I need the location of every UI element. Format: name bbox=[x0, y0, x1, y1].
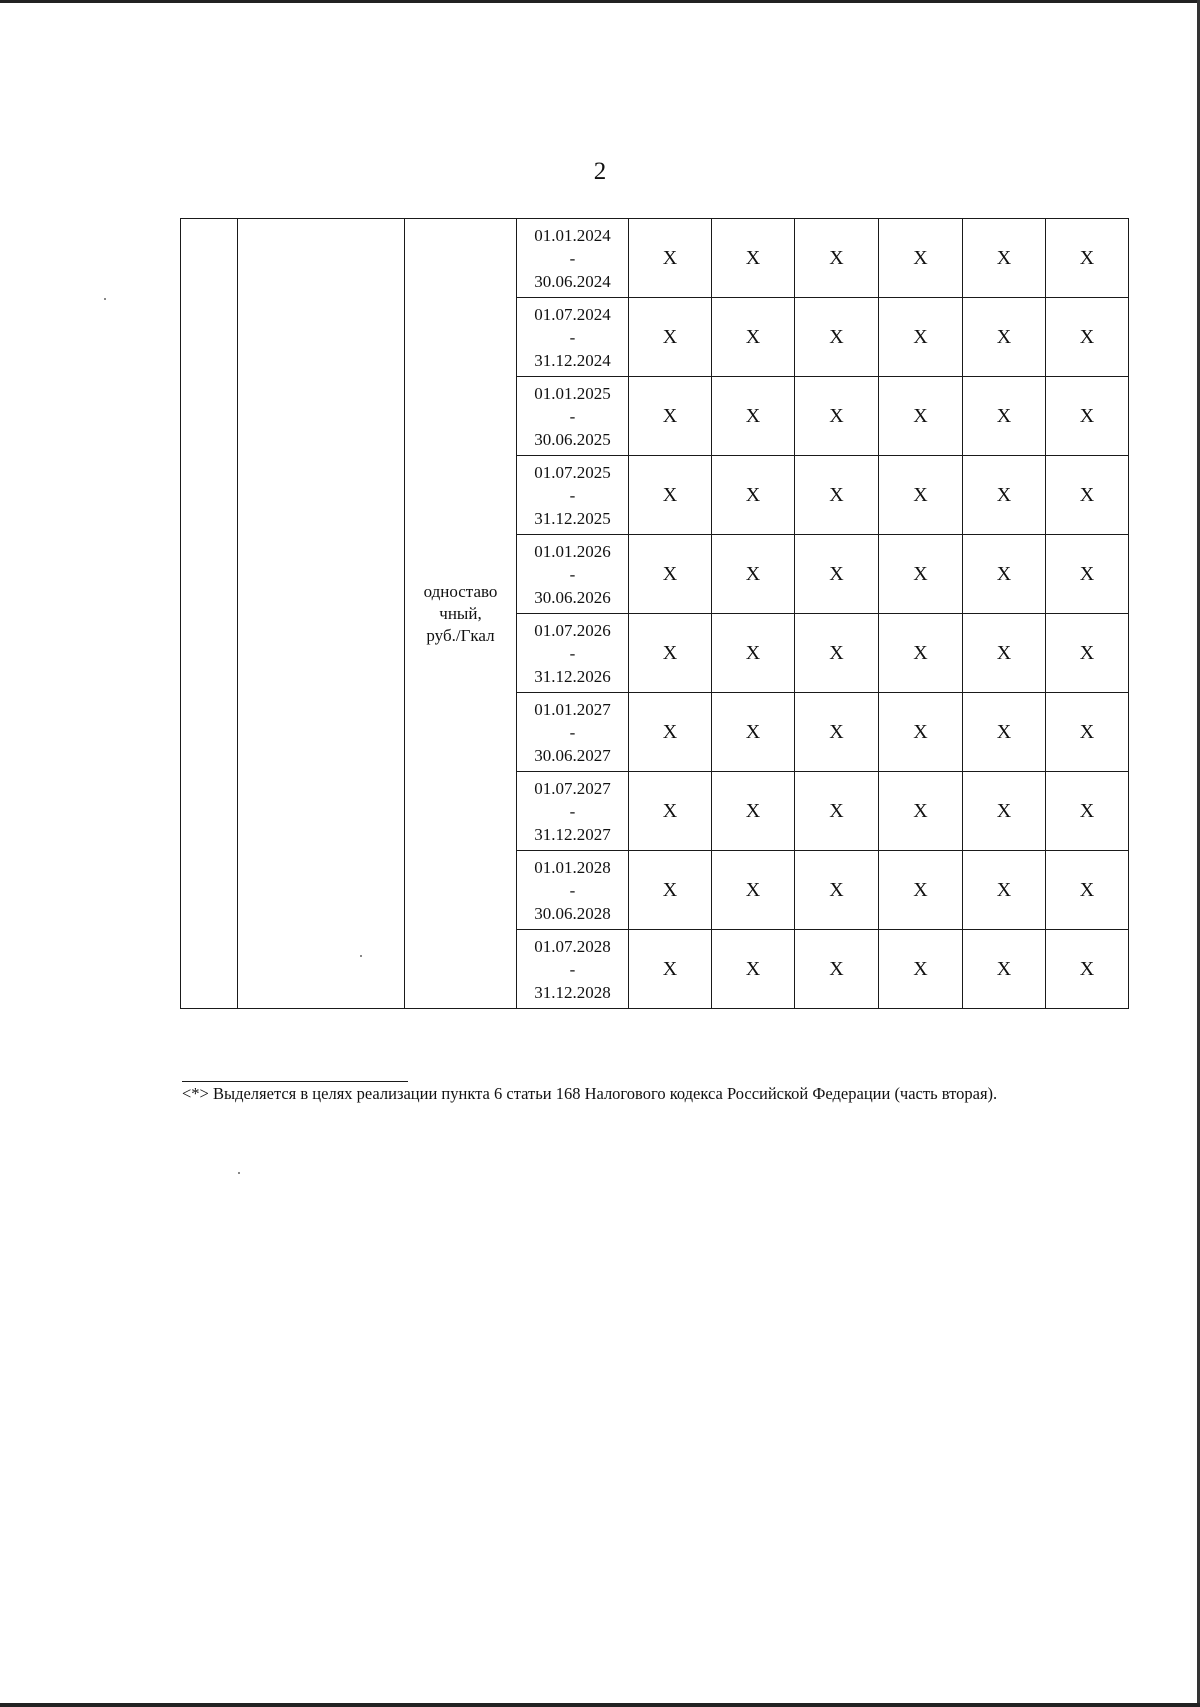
value-cell: X bbox=[1046, 219, 1129, 298]
value-cell: X bbox=[963, 219, 1046, 298]
period-dash: - bbox=[569, 959, 576, 979]
period-dash: - bbox=[569, 643, 576, 663]
value-cell: X bbox=[963, 456, 1046, 535]
value-cell: X bbox=[629, 456, 712, 535]
scan-speck bbox=[238, 1172, 240, 1174]
value-cell: X bbox=[629, 614, 712, 693]
value-cell: X bbox=[963, 535, 1046, 614]
value-cell: X bbox=[1046, 930, 1129, 1009]
value-cell: X bbox=[963, 851, 1046, 930]
value-cell: X bbox=[963, 772, 1046, 851]
value-cell: X bbox=[879, 298, 963, 377]
period-end: 30.06.2027 bbox=[534, 745, 611, 765]
period-start: 01.01.2027 bbox=[534, 699, 611, 719]
value-cell: X bbox=[963, 614, 1046, 693]
period-cell bbox=[517, 614, 629, 693]
period-dash: - bbox=[569, 485, 576, 505]
value-cell: X bbox=[963, 298, 1046, 377]
value-cell: X bbox=[879, 614, 963, 693]
value-cell: X bbox=[1046, 614, 1129, 693]
period-cell bbox=[517, 535, 629, 614]
value-cell: X bbox=[795, 377, 879, 456]
value-cell: X bbox=[629, 377, 712, 456]
period-end: 30.06.2025 bbox=[534, 429, 611, 449]
period-start: 01.07.2024 bbox=[534, 304, 611, 324]
value-cell: X bbox=[629, 772, 712, 851]
period-start: 01.07.2027 bbox=[534, 778, 611, 798]
value-cell: X bbox=[629, 298, 712, 377]
tariff-type-cell bbox=[405, 219, 517, 1009]
value-cell: X bbox=[712, 693, 795, 772]
value-cell: X bbox=[712, 930, 795, 1009]
footnote-text: <*> Выделяется в целях реализации пункта 6 статьи 168 Налогового кодекса Российской Федерации (часть вторая). bbox=[182, 1084, 998, 1103]
value-cell: X bbox=[1046, 772, 1129, 851]
period-end: 31.12.2028 bbox=[534, 982, 611, 1002]
period-cell bbox=[517, 298, 629, 377]
period-dash: - bbox=[569, 801, 576, 821]
tariff-type-line: чный, bbox=[439, 603, 482, 623]
value-cell: X bbox=[629, 693, 712, 772]
value-cell: X bbox=[1046, 377, 1129, 456]
value-cell: X bbox=[712, 614, 795, 693]
period-cell bbox=[517, 377, 629, 456]
empty-name-cell bbox=[238, 219, 405, 1009]
value-cell: X bbox=[1046, 298, 1129, 377]
value-cell: X bbox=[712, 772, 795, 851]
period-dash: - bbox=[569, 722, 576, 742]
value-cell: X bbox=[712, 851, 795, 930]
value-cell: X bbox=[795, 693, 879, 772]
period-end: 30.06.2024 bbox=[534, 271, 611, 291]
value-cell: X bbox=[629, 535, 712, 614]
value-cell: X bbox=[712, 535, 795, 614]
table-body bbox=[181, 219, 1129, 1009]
period-end: 31.12.2024 bbox=[534, 350, 611, 370]
period-start: 01.07.2025 bbox=[534, 462, 611, 482]
value-cell: X bbox=[629, 219, 712, 298]
period-start: 01.01.2028 bbox=[534, 857, 611, 877]
tariff-type-line: руб./Гкал bbox=[426, 625, 495, 645]
value-cell: X bbox=[795, 930, 879, 1009]
period-start: 01.07.2028 bbox=[534, 936, 611, 956]
value-cell: X bbox=[629, 930, 712, 1009]
value-cell: X bbox=[963, 377, 1046, 456]
period-start: 01.01.2024 bbox=[534, 225, 611, 245]
period-end: 30.06.2028 bbox=[534, 903, 611, 923]
value-cell: X bbox=[795, 298, 879, 377]
period-cell bbox=[517, 456, 629, 535]
value-cell: X bbox=[795, 535, 879, 614]
period-end: 30.06.2026 bbox=[534, 587, 611, 607]
tariff-type-line: одноставо bbox=[423, 581, 498, 601]
value-cell: X bbox=[1046, 456, 1129, 535]
period-start: 01.07.2026 bbox=[534, 620, 611, 640]
value-cell: X bbox=[795, 219, 879, 298]
period-end: 31.12.2027 bbox=[534, 824, 611, 844]
period-end: 31.12.2026 bbox=[534, 666, 611, 686]
period-cell bbox=[517, 851, 629, 930]
value-cell: X bbox=[795, 772, 879, 851]
value-cell: X bbox=[712, 298, 795, 377]
page-number: 2 bbox=[593, 158, 607, 185]
value-cell: X bbox=[879, 693, 963, 772]
value-cell: X bbox=[963, 930, 1046, 1009]
period-dash: - bbox=[569, 327, 576, 347]
tariff-table bbox=[180, 218, 1129, 1009]
period-cell bbox=[517, 930, 629, 1009]
value-cell: X bbox=[879, 219, 963, 298]
value-cell: X bbox=[795, 456, 879, 535]
value-cell: X bbox=[795, 851, 879, 930]
value-cell: X bbox=[1046, 851, 1129, 930]
value-cell: X bbox=[712, 219, 795, 298]
value-cell: X bbox=[879, 377, 963, 456]
value-cell: X bbox=[712, 456, 795, 535]
value-cell: X bbox=[879, 772, 963, 851]
value-cell: X bbox=[879, 930, 963, 1009]
period-start: 01.01.2026 bbox=[534, 541, 611, 561]
value-cell: X bbox=[879, 851, 963, 930]
value-cell: X bbox=[795, 614, 879, 693]
period-dash: - bbox=[569, 564, 576, 584]
empty-number-cell bbox=[181, 219, 238, 1009]
scan-speck bbox=[104, 298, 106, 300]
table-row bbox=[181, 219, 1129, 298]
scan-edge-bottom bbox=[0, 1703, 1200, 1707]
value-cell: X bbox=[629, 851, 712, 930]
value-cell: X bbox=[1046, 693, 1129, 772]
scan-edge-top bbox=[0, 0, 1200, 3]
value-cell: X bbox=[879, 456, 963, 535]
value-cell: X bbox=[712, 377, 795, 456]
period-cell bbox=[517, 693, 629, 772]
value-cell: X bbox=[1046, 535, 1129, 614]
period-dash: - bbox=[569, 880, 576, 900]
period-cell bbox=[517, 772, 629, 851]
period-start: 01.01.2025 bbox=[534, 383, 611, 403]
period-cell bbox=[517, 219, 629, 298]
period-end: 31.12.2025 bbox=[534, 508, 611, 528]
value-cell: X bbox=[963, 693, 1046, 772]
period-dash: - bbox=[569, 406, 576, 426]
value-cell: X bbox=[879, 535, 963, 614]
period-dash: - bbox=[569, 248, 576, 268]
